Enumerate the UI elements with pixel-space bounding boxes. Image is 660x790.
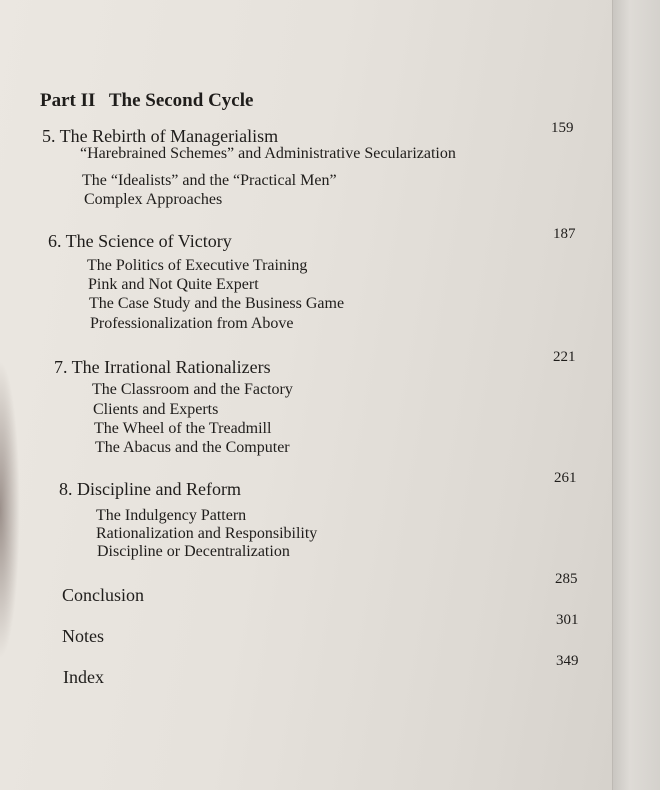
back-matter-title: Conclusion [62, 585, 145, 605]
section-title: The Wheel of the Treadmill [94, 420, 272, 437]
chapter-page-number: 261 [554, 470, 577, 486]
chapter-title: 5. The Rebirth of Managerialism [42, 126, 279, 146]
back-matter-page-number: 349 [556, 653, 579, 669]
chapter-title: 7. The Irrational Rationalizers [54, 357, 271, 377]
section-title: Discipline or Decentralization [97, 543, 290, 560]
part-label: Part II [40, 90, 96, 111]
section-title: “Harebrained Schemes” and Administrative Secularization [80, 145, 456, 162]
chapter-title: 8. Discipline and Reform [59, 479, 241, 499]
part-title: The Second Cycle [108, 90, 254, 111]
chapter-title: 6. The Science of Victory [48, 231, 232, 251]
back-matter-page-number: 285 [555, 571, 578, 587]
section-title: Pink and Not Quite Expert [88, 276, 259, 293]
section-title: The Case Study and the Business Game [89, 295, 345, 312]
adjacent-page-edge [612, 0, 660, 790]
section-title: Clients and Experts [93, 401, 219, 418]
section-title: The “Idealists” and the “Practical Men” [82, 172, 337, 189]
section-title: Complex Approaches [84, 191, 223, 208]
section-title: Professionalization from Above [90, 315, 294, 332]
back-matter-title: Index [63, 667, 104, 687]
chapter-page-number: 159 [551, 120, 574, 136]
chapter-page-number: 221 [553, 349, 576, 365]
section-title: The Abacus and the Computer [95, 439, 290, 456]
finger-shadow [0, 360, 20, 660]
chapter-page-number: 187 [553, 226, 576, 242]
back-matter-title: Notes [62, 626, 104, 646]
section-title: Rationalization and Responsibility [96, 525, 318, 542]
part-heading [40, 90, 253, 112]
section-title: The Classroom and the Factory [92, 381, 293, 398]
section-title: The Indulgency Pattern [96, 507, 247, 524]
back-matter-page-number: 301 [556, 612, 579, 628]
section-title: The Politics of Executive Training [87, 257, 308, 274]
